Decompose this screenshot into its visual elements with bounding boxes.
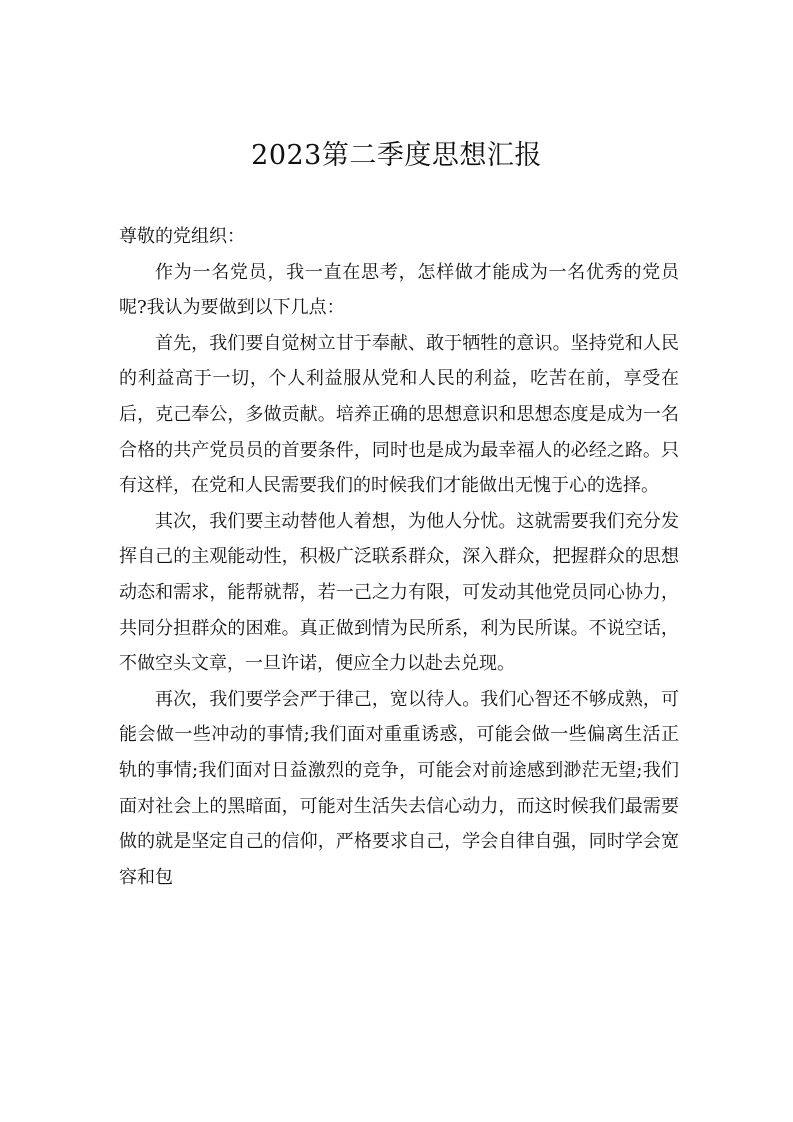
document-body xyxy=(119,219,679,895)
paragraph-first: 首先，我们要自觉树立甘于奉献、敢于牺牲的意识。坚持党和人民的利益高于一切，个人利益服从党和人民的利益，吃苦在前，享受在后，克己奉公，多做贡献。培养正确的思想意识和思想态度是成为一名合格的共产党员员的首要条件，同时也是成为最幸福人的必经之路。只有这样，在党和人民需要我们的时候我们才能做出无愧于心的选择。 xyxy=(119,332,679,497)
salutation: 尊敬的党组织： xyxy=(119,226,245,247)
document-title: 2023第二季度思想汇报 xyxy=(251,140,542,171)
paragraph-third: 再次，我们要学会严于律己，宽以待人。我们心智还不够成熟，可能会做一些冲动的事情;我们面对重重诱惑，可能会做一些偏离生活正轨的事情;我们面对日益激烈的竞争，可能会对前途感到渺茫无望;我们面对社会上的黑暗面，可能对生活失去信心动力，而这时候我们最需要做的就是坚定自己的信仰，严格要求自己，学会自律自强，同时学会宽容和包 xyxy=(119,688,679,888)
paragraph-second: 其次，我们要主动替他人着想，为他人分忧。这就需要我们充分发挥自己的主观能动性，积极广泛联系群众，深入群众，把握群众的思想动态和需求，能帮就帮，若一己之力有限，可发动其他党员同心协力，共同分担群众的困难。真正做到情为民所系，利为民所谋。不说空话，不做空头文章，一旦许诺，便应全力以赴去兑现。 xyxy=(119,510,679,675)
paragraph-intro: 作为一名党员，我一直在思考，怎样做才能成为一名优秀的党员呢?我认为要做到以下几点： xyxy=(119,261,679,319)
